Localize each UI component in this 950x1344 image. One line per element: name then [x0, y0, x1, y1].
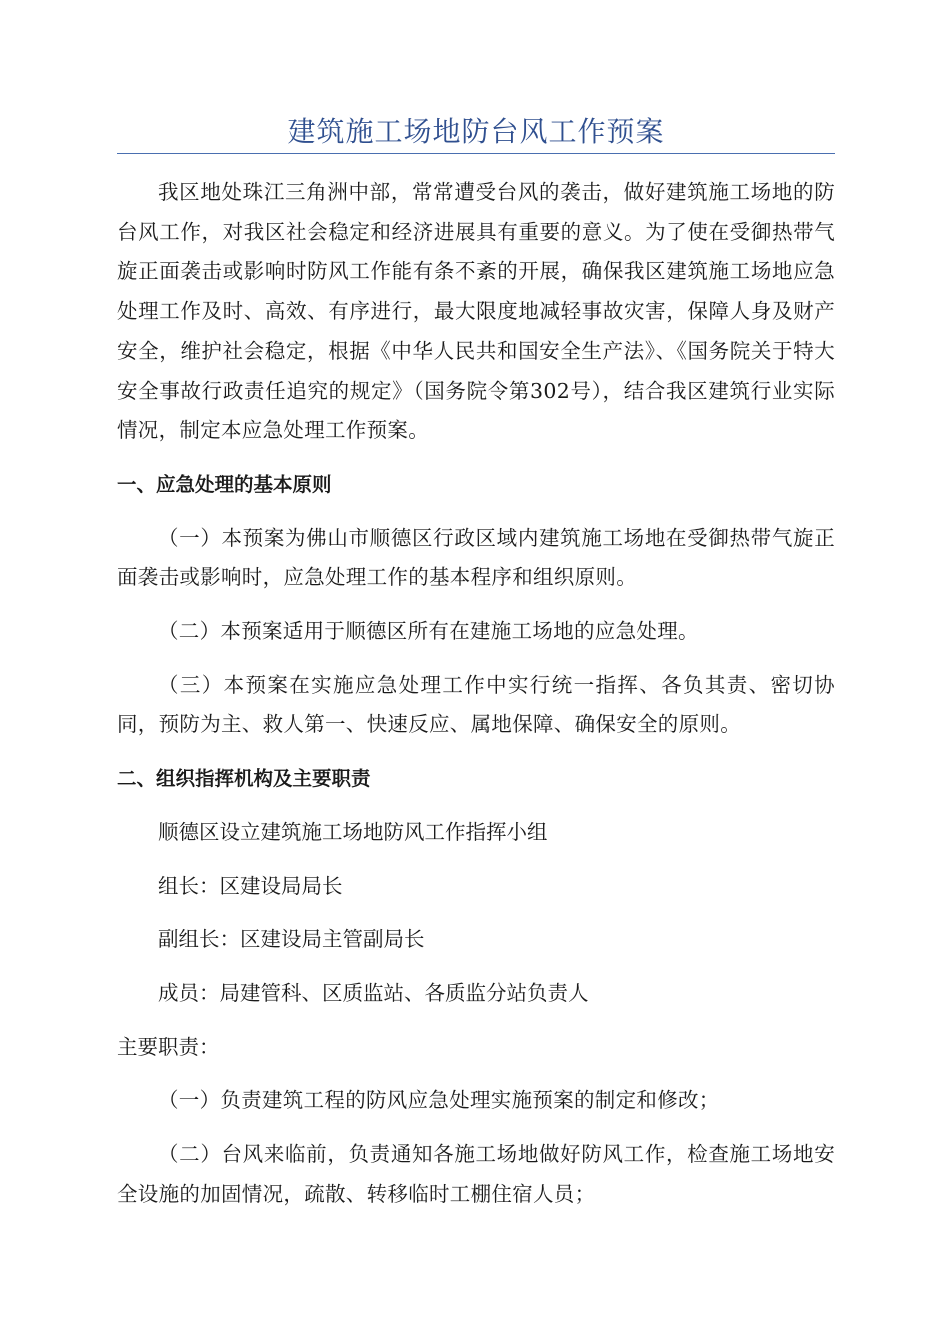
- duty-item-2: （二）台风来临前，负责通知各施工场地做好防风工作，检查施工场地安全设施的加固情况，疏散、转移临时工棚住宿人员；: [117, 1142, 835, 1206]
- section-1-item-2: （二）本预案适用于顺德区所有在建施工场地的应急处理。: [158, 619, 699, 644]
- deputy-line: 副组长：区建设局主管副局长: [158, 927, 425, 952]
- document-body: [117, 173, 835, 1214]
- group-line: 顺德区设立建筑施工场地防风工作指挥小组: [158, 819, 548, 844]
- section-1-item-3: （三）本预案在实施应急处理工作中实行统一指挥、各负其责、密切协同，预防为主、救人第一、快速反应、属地保障、确保安全的原则。: [117, 672, 835, 737]
- members-line: 成员：局建管科、区质监站、各质监分站负责人: [158, 980, 589, 1005]
- duty-item-1: （一）负责建筑工程的防风应急处理实施预案的制定和修改；: [158, 1088, 720, 1113]
- title-underline: [117, 153, 835, 154]
- leader-line: 组长：区建设局局长: [158, 873, 343, 898]
- intro-paragraph: 我区地处珠江三角洲中部，常常遭受台风的袭击，做好建筑施工场地的防台风工作，对我区社会稳定和经济进展具有重要的意义。为了使在受御热带气旋正面袭击或影响时防风工作能有条不紊的开展，确保我区建筑施工场地应急处理工作及时、高效、有序进行，最大限度地减轻事故灾害，保障人身及财产安全，维护社会稳定，根据《中华人民共和国安全生产法》、《国务院关于特大安全事故行政责任追究的规定》（国务院令第302号），结合我区建筑行业实际情况，制定本应急处理工作预案。: [117, 180, 835, 443]
- section-1-item-1: （一）本预案为佛山市顺德区行政区域内建筑施工场地在受御热带气旋正面袭击或影响时，应急处理工作的基本程序和组织原则。: [117, 525, 835, 590]
- section-1-heading: 一、应急处理的基本原则: [117, 472, 332, 496]
- document-title: 建筑施工场地防台风工作预案: [287, 115, 665, 148]
- section-2-heading: 二、组织指挥机构及主要职责: [117, 767, 371, 791]
- duties-label: 主要职责：: [117, 1034, 220, 1059]
